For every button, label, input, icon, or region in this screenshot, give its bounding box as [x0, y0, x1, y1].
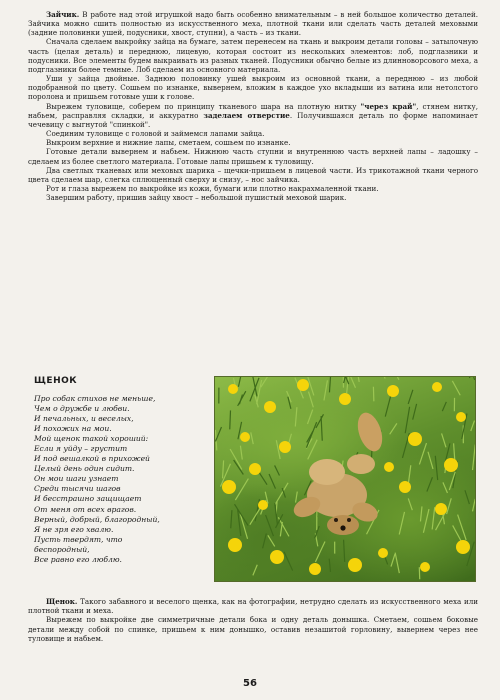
- grass-blade: [470, 377, 472, 378]
- grass-blade: [275, 483, 288, 505]
- grass-blade: [408, 390, 413, 404]
- dandelion-flower: [378, 548, 388, 558]
- grass-blade: [266, 515, 274, 536]
- shchenok-paragraph-1: Щенок. Такого забавного и веселого щенка, как на фотографии, нетрудно сделать из искусственного меха или плотной ткани и меха.: [28, 597, 478, 616]
- poem-line: И под вешалкой в прихожей: [34, 454, 150, 464]
- poem-line: И печальных, и веселых,: [34, 414, 134, 424]
- grass-blade: [348, 377, 355, 388]
- poem-line: Я не зря его хвалю.: [34, 524, 114, 534]
- grass-blade: [399, 512, 404, 535]
- poem-title: ЩЕНОК: [34, 376, 78, 386]
- grass-blade: [471, 421, 475, 431]
- grass-blade: [393, 377, 399, 380]
- dandelion-flower: [348, 558, 362, 572]
- puppy-on-grass-image: [215, 377, 475, 581]
- poem-line: беспородный,: [34, 544, 90, 554]
- poem-line: Мой щенок такой хороший:: [34, 434, 149, 444]
- dandelion-flower: [264, 401, 276, 413]
- poem-line: И похожих на мои.: [34, 424, 112, 434]
- zaychik-paragraph-2: Сначала сделаем выкройку зайца на бумаге, затем перенесем на ткань и выкроим детали головы – затылочную часть (целая деталь) и переднюю, лицевую, которая состоит из нескольких элементов: лоб, подглазники и подусники. Все элементы будем выкраивать из разных тканей. Подусники обычно белые из длинноворсового меха, а подглазники более темные. Лоб сделаем из основного материала.: [28, 37, 478, 74]
- zaychik-paragraph-4: Вырежем туловище, соберем по принципу тканевого шара на плотную нитку "через край", стянем нитку, набьем, расправляя складки, и аккуратно заделаем отверстие. Получившаяся деталь по форме напоминает чечевицу с выгнутой "спинкой".: [28, 101, 478, 129]
- zaychik-paragraph-3: Уши у зайца двойные. Заднюю половинку ушей выкроим из основной ткани, а переднюю – из любой подобранной по цвету. Сошьем по изнанке, вывернем, вложим в каждое ухо вкладыши из ватина или нетолстого поролона и пришьем готовые уши к голове.: [28, 74, 478, 102]
- shchenok-section: [28, 597, 478, 643]
- shchenok-paragraph-2: Вырежем по выкройке две симметричные детали бока и одну деталь донышка. Сметаем, сошьем боковые детали между собой по спинке, пришьем к ним донышко, оставив незашитой горловину, вывернем через нее туловище и набьем.: [28, 615, 478, 643]
- zaychik-paragraph-6: Выкроим верхние и нижние лапы, сметаем, сошьем по изнанке.: [46, 138, 291, 148]
- grass-blade: [308, 392, 313, 408]
- grass-blade: [261, 377, 275, 387]
- dandelion-flower: [420, 562, 430, 572]
- grass-blade: [269, 474, 275, 489]
- zaychik-heading: Зайчик.: [46, 10, 80, 19]
- puppy-toy-figure: [291, 410, 387, 535]
- zaychik-paragraph-1: Зайчик. В работе над этой игрушкой надо быть особенно внимательным – в ней большое количество деталей. Зайчика можно сшить полностью из искусственного меха, плотной ткани или сделать часть деталей меховыми (задние половинки ушей, подусники, хвост, ступни), а часть – из ткани.: [28, 10, 478, 38]
- grass-blade: [390, 423, 397, 434]
- zaychik-paragraph-5: Соединим туловище с головой и займемся лапами зайца.: [46, 129, 265, 139]
- poem: [34, 376, 204, 565]
- grass-blade: [329, 559, 330, 572]
- poem-lines: [34, 394, 204, 565]
- grass-blade: [435, 456, 437, 480]
- dandelion-flower: [240, 432, 250, 442]
- grass-blade: [391, 554, 395, 567]
- dandelion-flower: [384, 462, 394, 472]
- poem-line: Пусть твердят, что: [34, 534, 123, 544]
- grass-blade: [240, 514, 247, 539]
- grass-blade: [223, 460, 224, 478]
- poem-line: Среди тысячи шагов: [34, 484, 121, 494]
- poem-line: Верный, добрый, благородный,: [34, 514, 160, 524]
- grass-blade: [235, 479, 248, 500]
- grass-blade: [234, 460, 244, 475]
- dandelion-flower: [435, 503, 447, 515]
- zaychik-paragraph-8: Два светлых тканевых или меховых шарика – щечки-пришьем в лицевой части. Из трикотажной ткани черного цвета сделаем шар, слегка сплющенный сверху и снизу, – нос зайчика.: [28, 165, 478, 184]
- dandelion-flower: [222, 480, 236, 494]
- dandelion-flower: [309, 563, 321, 575]
- dandelion-flower: [339, 393, 351, 405]
- grass-blade: [453, 525, 461, 540]
- grass-blade: [284, 552, 293, 571]
- grass-blade: [231, 510, 232, 528]
- zaychik-paragraph-10: Завершим работу, пришив зайцу хвост – небольшой пушистый меховой шарик.: [46, 193, 347, 203]
- zaychik-paragraph-9: Рот и глаза вырежем по выкройке из кожи, бумаги или плотно накрахмаленной ткани.: [46, 183, 379, 193]
- grass-blade: [257, 380, 262, 404]
- grass-blade: [442, 402, 446, 411]
- grass-blade: [428, 452, 433, 469]
- grass-blade: [427, 477, 433, 491]
- grass-blade: [259, 471, 268, 484]
- poem-line: И бесстрашно защищает: [34, 494, 142, 504]
- dandelion-flower: [297, 379, 309, 391]
- grass-blade: [238, 377, 242, 387]
- grass-blade: [329, 377, 331, 392]
- grass-blade: [235, 504, 249, 525]
- grass-blade: [250, 507, 261, 524]
- grass-blade: [251, 432, 253, 444]
- grass-blade: [215, 427, 221, 441]
- page-number: 56: [243, 678, 257, 689]
- grass-blade: [344, 540, 345, 562]
- dandelion-flower: [432, 382, 442, 392]
- zaychik-paragraph-7: Готовые детали вывернем и набьем. Нижнюю часть ступни и внутреннюю часть верхней лапы – ладошку – сделаем из более светлого материала. Готовые лапы пришьем к туловищу.: [28, 147, 478, 166]
- grass-blade: [230, 410, 231, 429]
- poem-line: Если я уйду – грустит: [34, 444, 128, 454]
- dandelion-flower: [387, 385, 399, 397]
- shchenok-heading: Щенок.: [46, 597, 78, 606]
- puppy-photo: [214, 376, 476, 582]
- grass-blade: [432, 507, 435, 529]
- poem-line: Он мои шаги узнает: [34, 474, 119, 484]
- dandelion-flower: [399, 481, 411, 493]
- grass-blade: [356, 377, 359, 382]
- grass-blade: [473, 445, 475, 471]
- grass-blade: [316, 414, 324, 428]
- grass-blade: [307, 410, 312, 424]
- poem-and-photo: [28, 376, 478, 586]
- dandelion-flower: [408, 432, 422, 446]
- grass-blade: [240, 446, 242, 460]
- grass-blade: [280, 522, 282, 536]
- dandelion-flower: [456, 412, 466, 422]
- dandelion-flower: [228, 384, 238, 394]
- grass-blade: [452, 381, 460, 395]
- grass-blade: [253, 565, 257, 576]
- grass-blade: [465, 490, 469, 504]
- poem-line: Все равно его люблю.: [34, 554, 122, 564]
- grass-blade: [275, 465, 280, 475]
- grass-blade: [381, 377, 385, 379]
- grass-blade: [239, 394, 242, 404]
- grass-blade: [230, 449, 242, 470]
- grass-blade: [321, 416, 322, 441]
- dandelion-flower: [444, 458, 458, 472]
- grass-blade: [442, 433, 446, 447]
- dandelion-flower: [456, 540, 470, 554]
- grass-blade: [324, 380, 327, 400]
- grass-blade: [419, 443, 426, 464]
- grass-blade: [420, 506, 422, 521]
- dandelion-flower: [249, 463, 261, 475]
- dandelion-flower: [279, 441, 291, 453]
- grass-blade: [471, 377, 474, 380]
- dandelion-flower: [258, 500, 268, 510]
- grass-blade: [296, 492, 298, 503]
- grass-blade: [443, 482, 448, 493]
- grass-blade: [423, 509, 429, 533]
- grass-blade: [408, 465, 411, 484]
- zaychik-section: [28, 10, 478, 202]
- poem-line: Про собак стихов не меньше,: [34, 394, 156, 403]
- dandelion-flower: [270, 550, 284, 564]
- grass-blade: [408, 498, 412, 510]
- grass-blade: [413, 404, 417, 420]
- poem-line: Чем о дружбе и любви.: [34, 404, 130, 414]
- grass-blade: [402, 433, 409, 458]
- poem-line: Целый день один сидит.: [34, 464, 135, 474]
- poem-line: От меня от всех врагов.: [34, 504, 137, 514]
- grass-blade: [395, 553, 399, 574]
- grass-blade: [276, 440, 280, 459]
- grass-blade: [385, 393, 391, 416]
- grass-blade: [405, 407, 409, 433]
- grass-blade: [268, 535, 275, 546]
- grass-blade: [447, 498, 452, 514]
- grass-blade: [473, 499, 475, 511]
- grass-blade: [263, 533, 267, 548]
- grass-blade: [295, 407, 297, 426]
- dandelion-flower: [228, 538, 242, 552]
